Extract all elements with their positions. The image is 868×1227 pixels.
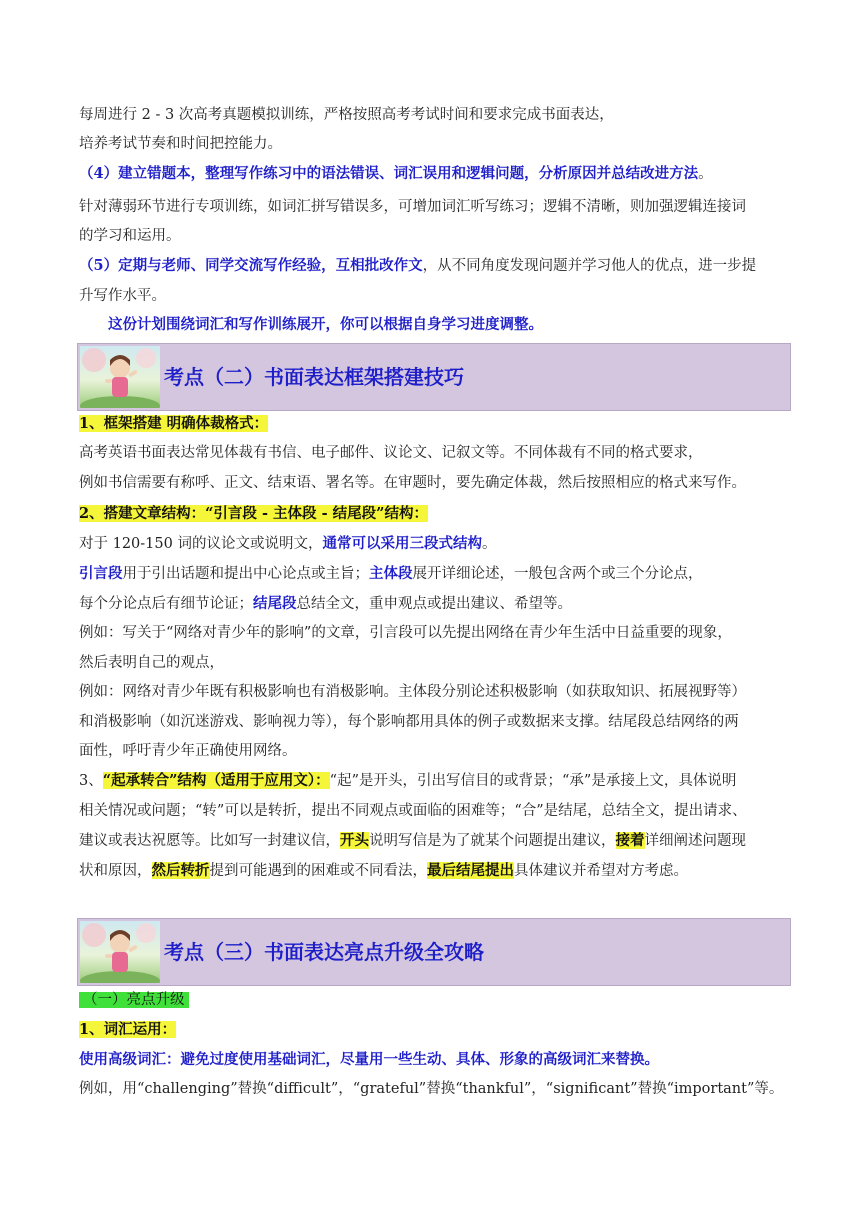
text-line: 高考英语书面表达常见体裁有书信、电子邮件、议论文、记叙文等。不同体裁有不同的格式要求， (79, 445, 703, 461)
highlighted-heading: 1、词汇运用： (79, 1021, 177, 1038)
text: 。 (481, 536, 497, 552)
section-title: 考点（二）书面表达框架搭建技巧 (164, 365, 464, 389)
bold-blue-text: 通常可以采用三段式结构 (322, 535, 482, 552)
text-line (79, 533, 794, 555)
text: 每个分论点后有细节论证； (79, 596, 253, 612)
text-line: 然后表明自己的观点， (79, 655, 224, 671)
text-line (79, 989, 794, 1011)
text-line (79, 255, 794, 277)
bold-blue-text: 这份计划围绕词汇和写作训练展开，你可以根据自身学习进度调整。 (108, 316, 543, 333)
text-line: 例如：写关于“网络对青少年的影响”的文章，引言段可以先提出网络在青少年生活中日益重要的现象， (79, 625, 732, 641)
text-line: 和消极影响（如沉迷游戏、影响视力等），每个影响都用具体的例子或数据来支撑。结尾段总结网络的两 (79, 714, 739, 730)
highlighted-heading: 1、框架搭建 明确体裁格式： (79, 415, 269, 432)
text: 说明写信是为了就某个问题提出建议， (369, 833, 616, 849)
bold-blue-text: （5）定期与老师、同学交流写作经验，互相批改作文 (79, 257, 423, 274)
text-line: 例如，用“challenging”替换“difficult”，“grateful”替换“thankful”，“significant”替换“important”等。 (79, 1081, 784, 1097)
text: 建议或表达祝愿等。比如写一封建议信， (79, 833, 340, 849)
text: 3、 (79, 773, 103, 789)
highlighted-heading: 2、搭建文章结构：“引言段 - 主体段 - 结尾段”结构： (79, 505, 428, 522)
bold-blue-text: 结尾段 (253, 595, 297, 612)
text-line (79, 503, 794, 525)
text-line: 升写作水平。 (79, 288, 166, 304)
section-title: 考点（三）书面表达亮点升级全攻略 (164, 940, 484, 964)
bold-blue-text: 主体段 (369, 565, 413, 582)
highlighted-keyword: 接着 (615, 832, 645, 849)
bold-blue-text: 引言段 (79, 565, 123, 582)
bold-blue-text: （4）建立错题本，整理写作练习中的语法错误、词汇误用和逻辑问题，分析原因并总结改进方法 (79, 165, 699, 182)
girl-illustration-icon (80, 346, 160, 408)
highlighted-heading: “起承转合”结构（适用于应用文）： (102, 772, 330, 789)
section-banner (77, 918, 791, 986)
text-line (79, 860, 794, 882)
text: 。 (698, 166, 713, 182)
highlighted-keyword: 最后结尾提出 (427, 862, 514, 879)
text: ，从不同角度发现问题并学习他人的优点，进一步提 (422, 258, 757, 274)
text-line (79, 163, 794, 185)
section-banner (77, 343, 791, 411)
text: 展开详细论述，一般包含两个或三个分论点， (412, 566, 703, 582)
text-line: 的学习和运用。 (79, 228, 181, 244)
text-line (79, 413, 794, 435)
text-line: 相关情况或问题；“转”可以是转折，提出不同观点或面临的困难等；“合”是结尾，总结全文，提出请求、 (79, 803, 747, 819)
subsection-tag: （一）亮点升级 (79, 992, 189, 1008)
text: 具体建议并希望对方考虑。 (514, 863, 688, 879)
text-line: 针对薄弱环节进行专项训练，如词汇拼写错误多，可增加词汇听写练习；逻辑不清晰，则加强逻辑连接词 (79, 199, 746, 215)
text-line (79, 593, 794, 615)
bold-blue-text: 使用高级词汇：避免过度使用基础词汇，尽量用一些生动、具体、形象的高级词汇来替换。 (79, 1051, 659, 1068)
highlighted-keyword: 然后转折 (151, 862, 210, 879)
text-line (79, 1049, 794, 1071)
text-line: 例如：网络对青少年既有积极影响也有消极影响。主体段分别论述积极影响（如获取知识、拓展视野等） (79, 684, 746, 700)
text: 提到可能遇到的困难或不同看法， (209, 863, 427, 879)
text: “起”是开头，引出写信目的或背景；“承”是承接上文，具体说明 (329, 773, 737, 789)
text: 总结全文，重申观点或提出建议、希望等。 (296, 596, 572, 612)
text: 状和原因， (79, 863, 152, 879)
text-line: 每周进行 2 - 3 次高考真题模拟训练，严格按照高考考试时间和要求完成书面表达， (79, 107, 614, 123)
text: 用于引出话题和提出中心论点或主旨； (122, 566, 369, 582)
text-line: 培养考试节奏和时间把控能力。 (79, 136, 282, 152)
highlighted-keyword: 开头 (340, 832, 369, 849)
text-line (79, 563, 794, 585)
text-line (79, 1019, 794, 1041)
text: 对于 120-150 词的议论文或说明文， (79, 536, 323, 552)
girl-illustration-icon (80, 921, 160, 983)
text: 详细阐述问题现 (644, 833, 746, 849)
text-line: 例如书信需要有称呼、正文、结束语、署名等。在审题时，要先确定体裁，然后按照相应的格式来写作。 (79, 475, 746, 491)
text-line (108, 314, 823, 336)
text-line: 面性，呼吁青少年正确使用网络。 (79, 743, 297, 759)
text-line (79, 830, 794, 852)
text-line (79, 770, 794, 792)
